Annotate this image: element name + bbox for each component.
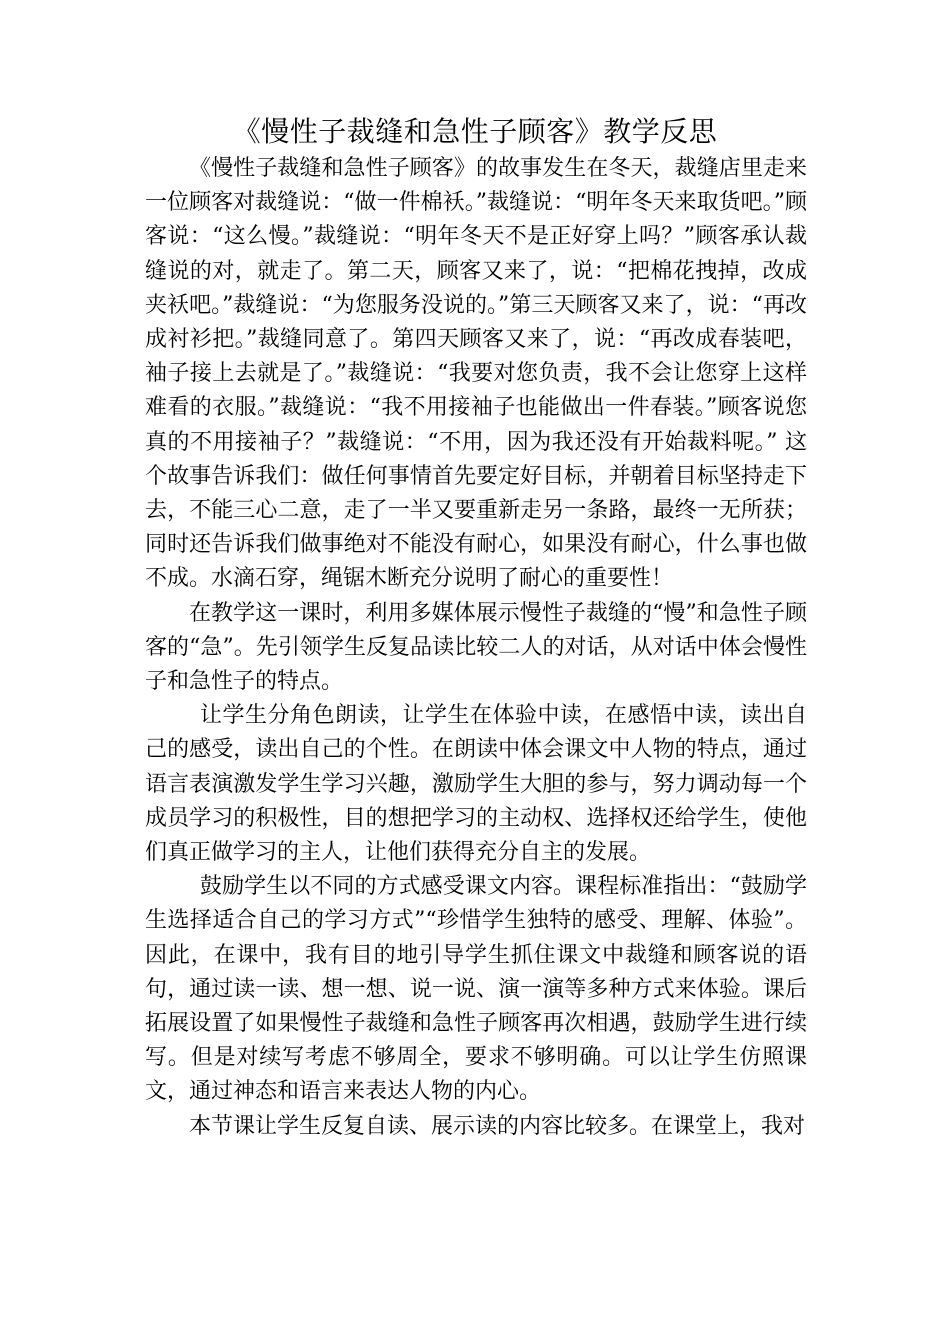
paragraph-role-reading: 让学生分角色朗读，让学生在体验中读，在感悟中读，读出自己的感受，读出自己的个性。在朗读中体会课文中人物的特点，通过语言表演激发学生学习兴趣，激励学生大胆的参与，努力调动每一个成员学习的积极性，目的想把学习的主动权、选择权还给学生，使他们真正做学习的主人，让他们获得充分自主的发展。 xyxy=(145,703,807,866)
paragraph-reflection: 本节课让学生反复自读、展示读的内容比较多。在课堂上，我对 xyxy=(189,1113,806,1139)
page-title: 《慢性子裁缝和急性子顾客》教学反思 xyxy=(232,115,718,148)
paragraph-encouragement: 鼓励学生以不同的方式感受课文内容。课程标准指出：“鼓励学生选择适合自己的学习方式”“珍惜学生独特的感受、理解、体验”。因此，在课中，我有目的地引导学生抓住课文中裁缝和顾客说的语句，通过读一读、想一想、说一说、演一演等多种方式来体验。课后拓展设置了如果慢性子裁缝和急性子顾客再次相遇，鼓励学生进行续写。但是对续写考虑不够周全，要求不够明确。可以让学生仿照课文，通过神态和语言来表达人物的内心。 xyxy=(145,874,807,1105)
paragraph-story: 《慢性子裁缝和急性子顾客》的故事发生在冬天，裁缝店里走来一位顾客对裁缝说：“做一件棉袄。”裁缝说：“明年冬天来取货吧。”顾客说：“这么慢。”裁缝说：“明年冬天不是正好穿上吗？”顾客承认裁缝说的对，就走了。第二天，顾客又来了，说：“把棉花拽掉，改成夹袄吧。”裁缝说：“为您服务没说的。”第三天顾客又来了，说：“再改成衬衫把。”裁缝同意了。第四天顾客又来了，说：“再改成春装吧，袖子接上去就是了。”裁缝说：“我要对您负责，我不会让您穿上这样难看的衣服。”裁缝说：“我不用接袖子也能做出一件春装。”顾客说您真的不用接袖子？”裁缝说：“不用，因为我还没有开始裁料呢。” 这个故事告诉我们：做任何事情首先要定好目标，并朝着目标坚持走下去，不能三心二意，走了一半又要重新走另一条路，最终一无所获；同时还告诉我们做事绝对不能没有耐心，如果没有耐心，什么事也做不成。水滴石穿，绳锯木断充分说明了耐心的重要性！ xyxy=(145,156,807,592)
document-body xyxy=(145,152,807,1144)
paragraph-teaching: 在教学这一课时，利用多媒体展示慢性子裁缝的“慢”和急性子顾客的“急”。先引领学生反复品读比较二人的对话，从对话中体会慢性子和急性子的特点。 xyxy=(145,600,807,695)
